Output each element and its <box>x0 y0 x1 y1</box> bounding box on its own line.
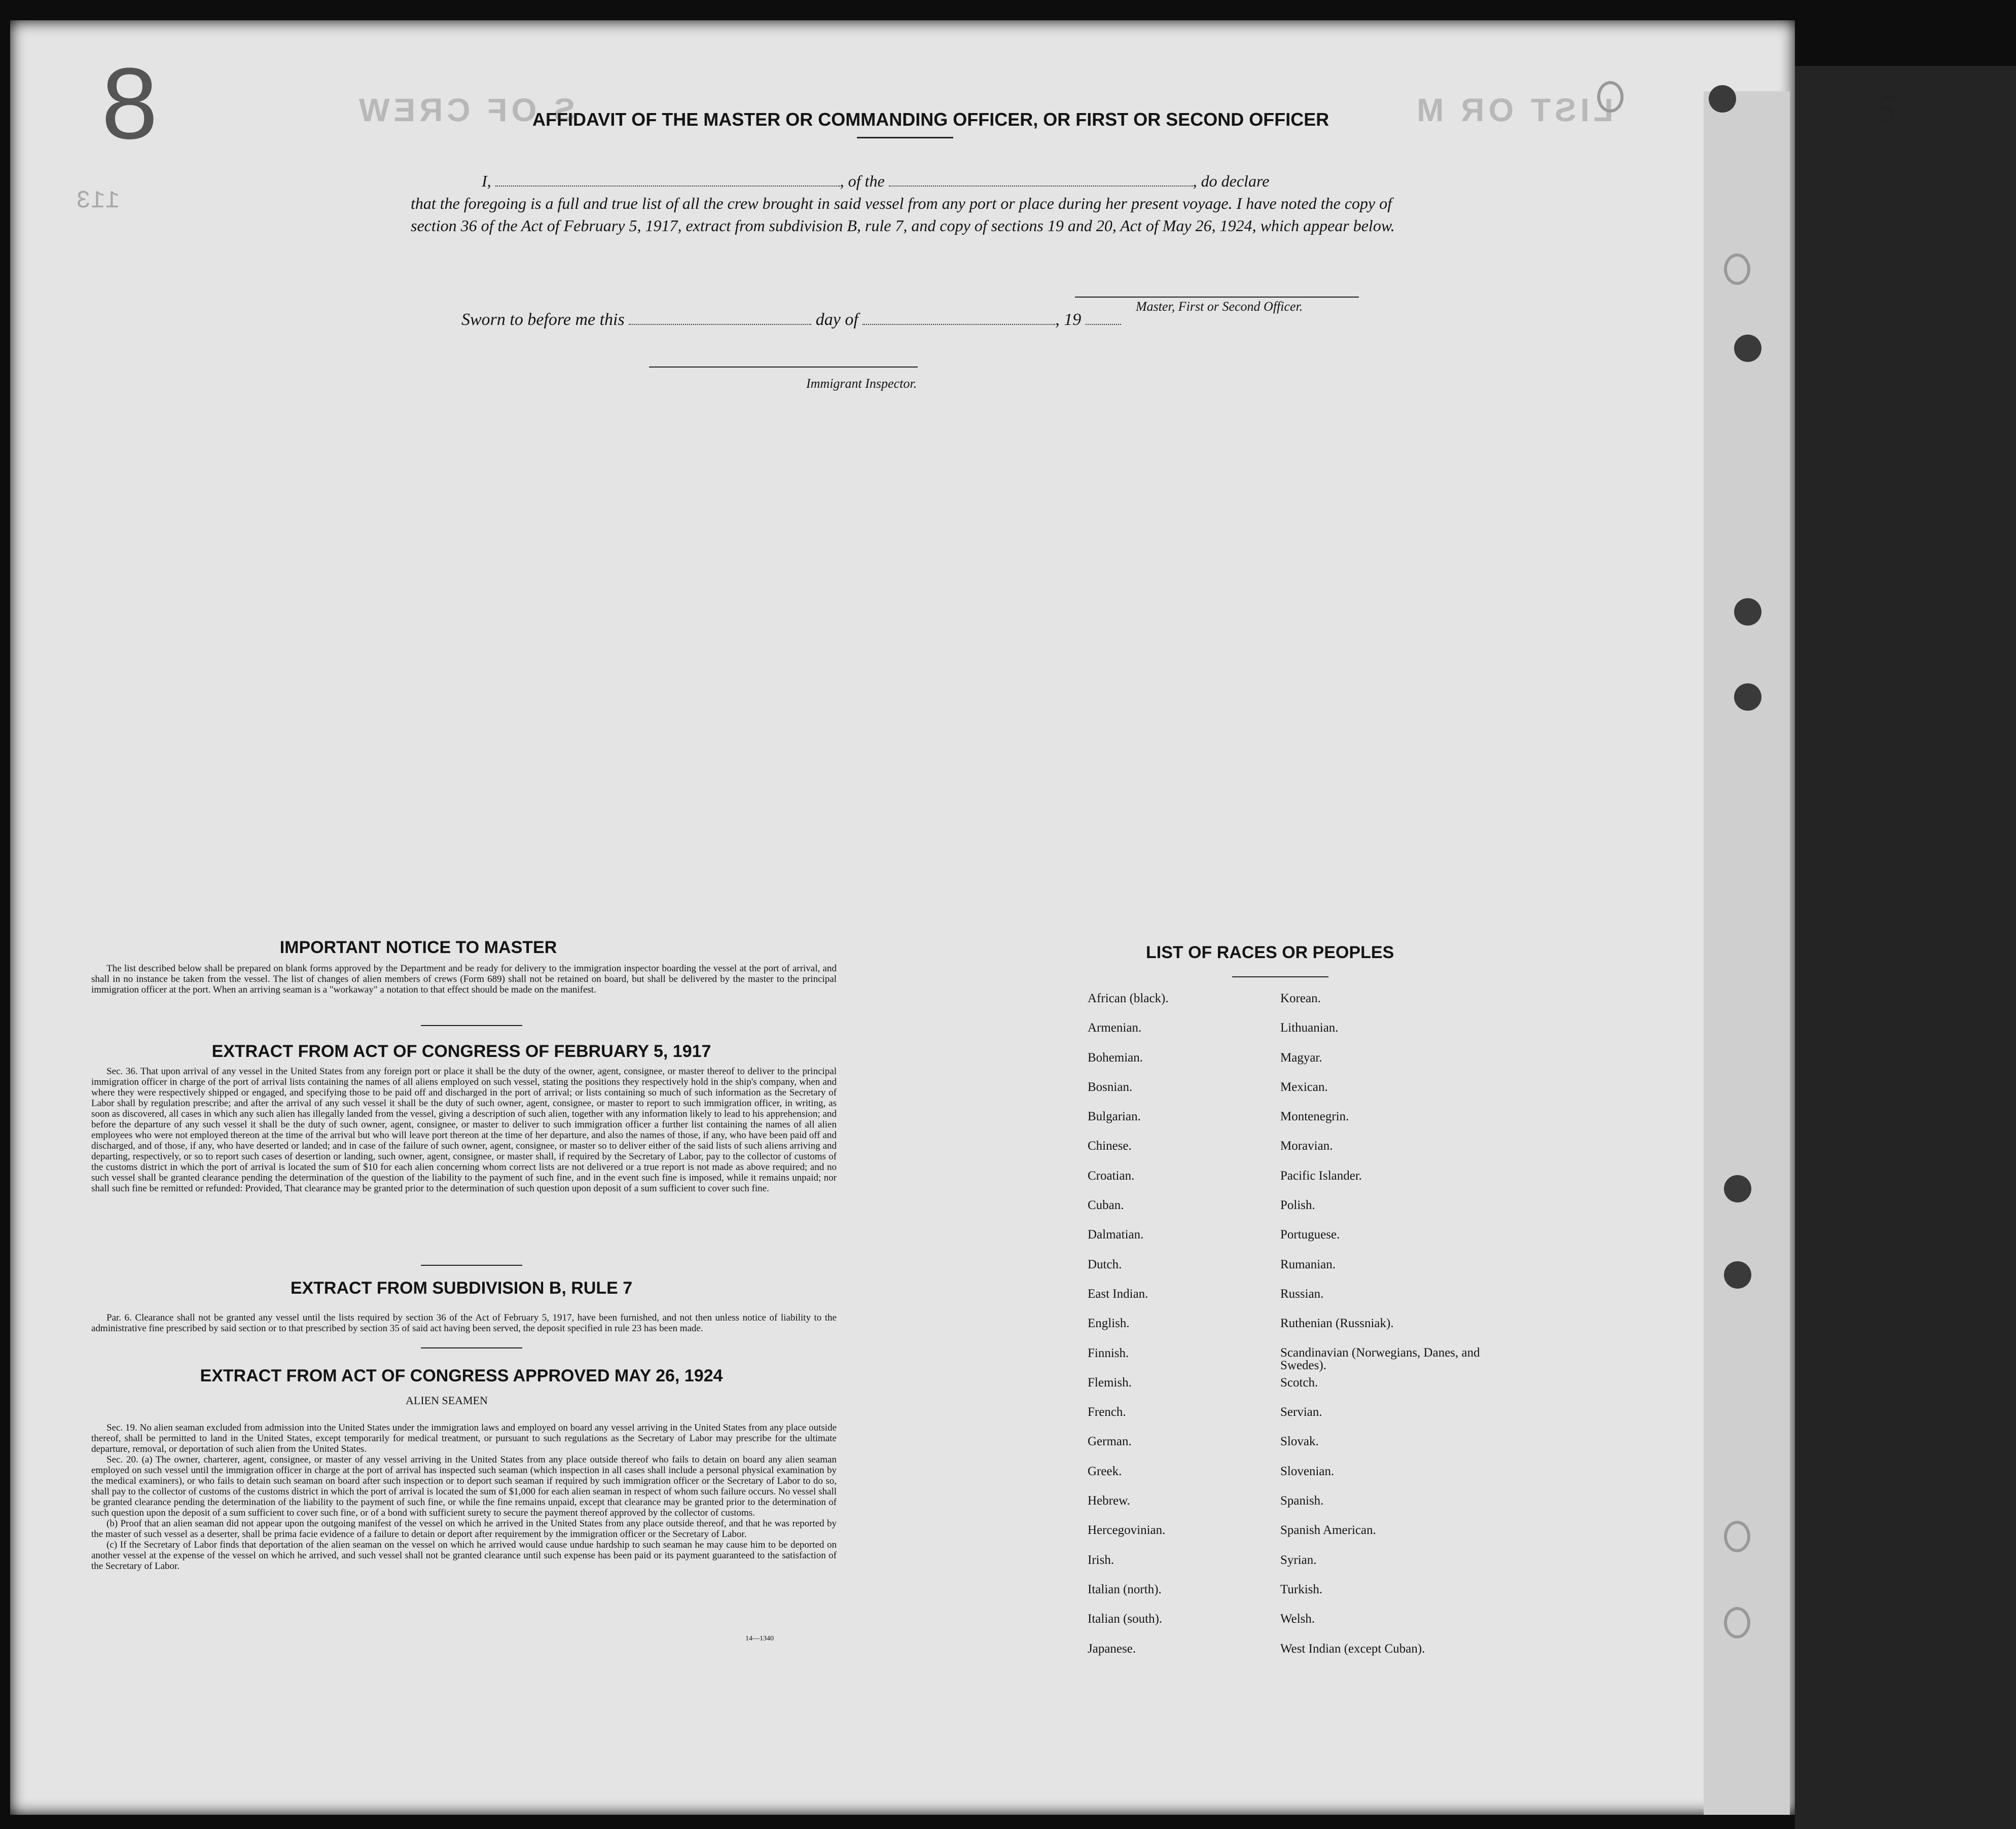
race-item: Cuban. <box>1088 1198 1124 1213</box>
race-item: Rumanian. <box>1280 1257 1336 1271</box>
race-item: Syrian. <box>1280 1553 1317 1567</box>
race-item: Welsh. <box>1280 1612 1315 1626</box>
race-item: English. <box>1088 1316 1130 1331</box>
race-item: Spanish American. <box>1280 1523 1376 1538</box>
punch-hole <box>1734 683 1761 711</box>
punch-hole <box>1724 1261 1751 1289</box>
sworn-prefix: Sworn to before me this <box>461 310 625 329</box>
race-item: Hebrew. <box>1088 1494 1130 1508</box>
race-item: Bulgarian. <box>1088 1110 1141 1124</box>
affidavit-text: that the foregoing is a full and true list of all the crew brought in said vessel from any port or place during her present voyage. I have noted the copy of section 36 of the Act of February 5, 1917, extract from subdivision B, rule 7, and copy of sections 19 and 20, Act of May 26, 1924, which appear below. <box>411 194 1395 235</box>
race-item: Ruthenian (Russniak). <box>1280 1316 1394 1331</box>
race-item: Bosnian. <box>1088 1080 1133 1094</box>
punch-hole <box>1724 1521 1750 1552</box>
vessel-fill-line <box>889 186 1193 187</box>
sworn-date-line <box>629 324 811 325</box>
race-item: Flemish. <box>1088 1375 1132 1389</box>
affidavit-line-1 <box>411 170 1399 192</box>
race-item: West Indian (except Cuban). <box>1280 1641 1425 1656</box>
punch-hole <box>1597 81 1624 113</box>
race-item: African (black). <box>1088 992 1169 1005</box>
race-item: Slovak. <box>1280 1435 1319 1449</box>
race-item: Russian. <box>1280 1287 1324 1301</box>
race-item: Chinese. <box>1088 1139 1132 1153</box>
extract-1917-text <box>91 1066 837 1194</box>
race-item: Moravian. <box>1280 1139 1333 1153</box>
punch-hole <box>1709 85 1736 113</box>
section-divider <box>421 1025 522 1026</box>
race-item: Scandinavian (Norwegians, Danes, and Swedes). <box>1280 1345 1480 1372</box>
extract-rule7-text <box>91 1312 837 1334</box>
race-item: Portuguese. <box>1280 1228 1340 1242</box>
affidavit-declare: , do declare <box>1193 172 1270 190</box>
race-item: East Indian. <box>1088 1287 1148 1301</box>
race-item: Magyar. <box>1280 1050 1322 1065</box>
bleed-through-right: S OF CREW <box>355 92 575 128</box>
master-signature-label: Master, First or Second Officer. <box>1136 299 1303 314</box>
notice-paragraph: The list described below shall be prepared on blank forms approved by the Department and be ready for delivery to the immigration inspector boarding the vessel at the port of arrival, and shall in no instance be taken from the vessel. The list of changes of alien members of crews (Form 689) shall not be retained on board, but shall be delivered by the master to the principal immigration officer at the port. When an arriving seaman is a "workaway" a notation to that effect should be made on the manifest. <box>91 963 837 995</box>
race-item: Italian (north). <box>1088 1582 1162 1596</box>
race-item: Armenian. <box>1088 1021 1142 1035</box>
race-item: Irish. <box>1088 1553 1114 1567</box>
race-item: Greek. <box>1088 1464 1122 1478</box>
section-divider <box>421 1347 522 1348</box>
punch-hole <box>1734 335 1761 362</box>
bleed-through-number: 113 <box>76 188 120 215</box>
race-item: Montenegrin. <box>1280 1110 1349 1124</box>
race-item: Mexican. <box>1280 1080 1328 1094</box>
sworn-year-label: , 19 <box>1055 310 1082 329</box>
extract-rule7-title: EXTRACT FROM SUBDIVISION B, RULE 7 <box>290 1278 633 1298</box>
extract-1924-sec19: Sec. 19. No alien seaman excluded from admission into the United States under the immigration laws and employed on board any vessel arriving in the United States from any place outside thereof, shall be permitted to land in the United States, except temporarily for medical treatment, or pursuant to such regulations as the Secretary of Labor may prescribe for the ultimate departure, removal, or deportation of such alien from the United States. <box>91 1422 837 1454</box>
punch-hole <box>1734 598 1761 626</box>
races-title-rule <box>1232 976 1328 977</box>
race-item: French. <box>1088 1405 1126 1419</box>
large-handwritten-number: 8 <box>101 47 158 160</box>
title-rule <box>857 137 953 138</box>
races-right-column <box>1280 992 1488 1671</box>
affidavit-i: I, <box>482 172 491 190</box>
punch-hole <box>1724 253 1750 285</box>
race-item: German. <box>1088 1435 1132 1449</box>
race-item: Polish. <box>1280 1198 1315 1213</box>
race-item: Japanese. <box>1088 1641 1136 1656</box>
extract-1924-subtitle: ALIEN SEAMEN <box>406 1394 488 1407</box>
scan-background <box>1795 66 2016 1829</box>
race-item: Hercegovinian. <box>1088 1523 1166 1538</box>
sworn-statement <box>461 310 1121 330</box>
extract-1924-sec20b: (b) Proof that an alien seaman did not appear upon the outgoing manifest of the vessel on which he arrived in the United States from any place outside thereof, and that he was reported by the master of such vessel as a deserter, shall be prima facie evidence of a failure to detain or deport after requirement by the immigration officer or the Secretary of Labor. <box>91 1518 837 1540</box>
race-item: Finnish. <box>1088 1346 1129 1360</box>
punch-hole <box>1724 1607 1750 1638</box>
race-item: Servian. <box>1280 1405 1322 1419</box>
extract-1924-sec20a: Sec. 20. (a) The owner, charterer, agent, consignee, or master of any vessel arriving in the United States from any place outside thereof who fails to detain on board any alien seaman employed on such vessel until the immigration officer in charge at the port of arrival has inspected such seaman (which inspection in all cases shall include a personal physical examination by the medical examiners), or who fails to detain such seaman on board after such inspection or to deport such seaman if required by such immigration officer or the Secretary of Labor to do so, shall pay to the collector of customs of the customs district in which the port of arrival is located the sum of $1,000 for each alien seaman in respect of whom such failure occurs. No vessel shall be granted clearance pending the determination of the liability to the payment of such fine, or while the fine remains unpaid, except that clearance may be granted prior to the determination of such question upon the deposit of a sum sufficient to cover such fine, or of a bond with sufficient surety to secure the payment thereof approved by the collector of customs. <box>91 1454 837 1518</box>
inspector-signature-line <box>649 367 918 368</box>
race-item: Turkish. <box>1280 1582 1323 1596</box>
extract-1924-title: EXTRACT FROM ACT OF CONGRESS APPROVED MAY 26, 1924 <box>200 1366 723 1385</box>
notice-title: IMPORTANT NOTICE TO MASTER <box>279 938 557 957</box>
extract-1917-paragraph: Sec. 36. That upon arrival of any vessel in the United States from any foreign port or place it shall be the duty of the owner, agent, consignee, or master thereof to deliver to the principal immigration officer in charge of the port of arrival lists containing the names of all aliens employed on such vessel, stating the positions they respectively hold in the ship's company, when and where they were respectively shipped or engaged, and specifying those to be paid off and discharged in the port of arrival; or lists containing so much of such information as the Secretary of Labor shall by regulation prescribe; and after the arrival of any such vessel it shall be the duty of such owner, agent, consignee, or master to report to such immigration officer, in writing, as soon as discovered, all cases in which any such alien has illegally landed from the vessel, giving a description of such alien, together with any information likely to lead to his apprehension; and before the departure of any such vessel it shall be the duty of such owner, agent, consignee, or master to deliver to such immigration officer a further list containing the names of all alien employees who were not employed thereon at the time of the arrival but who will leave port thereon at the time of her departure, and also the names of those, if any, who have been paid off and discharged, and of those, if any, who have deserted or landed; and in case of the failure of such owner, agent, consignee, or master so to deliver either of the said lists of such aliens arriving and departing, respectively, or so to report such cases of desertion or landing, such owner, agent, consignee, or master shall, if required by the Secretary of Labor, pay to the collector of customs of the customs district in which the port of arrival is located the sum of $10 for each alien concerning whom correct lists are not delivered or a true report is not made as above required; and no such vessel shall be granted clearance pending the determination of the question of the liability to the payment of such fine, and in the event such fine is imposed, while it remains unpaid; nor shall such fine be remitted or refunded: Provided, That clearance may be granted prior to the determination of such question upon deposit of a sum sufficient to cover such fine. <box>91 1066 837 1194</box>
race-item: Slovenian. <box>1280 1464 1335 1478</box>
race-item: Pacific Islander. <box>1280 1168 1362 1183</box>
form-number: 14—1340 <box>745 1635 774 1642</box>
extract-rule7-paragraph: Par. 6. Clearance shall not be granted any vessel until the lists required by section 36 of the Act of February 5, 1917, have been furnished, and not then unless notice of liability to the administrative fine prescribed by said section or to that prescribed by section 35 of said act having been served, the deposit specified in rule 23 has been made. <box>91 1312 837 1334</box>
race-item: Dutch. <box>1088 1257 1122 1271</box>
race-item: Lithuanian. <box>1280 1021 1339 1035</box>
inspector-signature-label: Immigrant Inspector. <box>806 376 917 391</box>
punch-hole <box>1724 1175 1751 1202</box>
race-item: Croatian. <box>1088 1168 1135 1183</box>
notice-text <box>91 963 837 995</box>
races-title: LIST OF RACES OR PEOPLES <box>1146 943 1394 962</box>
race-item: Scotch. <box>1280 1375 1318 1389</box>
race-item: Spanish. <box>1280 1494 1324 1508</box>
extract-1917-title: EXTRACT FROM ACT OF CONGRESS OF FEBRUARY 5, 1917 <box>211 1042 711 1061</box>
race-item: Korean. <box>1280 992 1321 1005</box>
master-signature-line <box>1075 297 1359 298</box>
bleed-through-left: LIST OR M <box>1413 92 1613 128</box>
name-fill-line <box>495 186 840 187</box>
sworn-month-line <box>862 324 1055 325</box>
races-left-column <box>1088 992 1270 1671</box>
affidavit-of-the: , of the <box>840 172 885 190</box>
race-item: Italian (south). <box>1088 1612 1163 1626</box>
corner-handwritten-number: 5 <box>1876 87 1896 131</box>
section-divider <box>421 1265 522 1266</box>
affidavit-block <box>411 170 1399 237</box>
affidavit-title: AFFIDAVIT OF THE MASTER OR COMMANDING OFFICER, OR FIRST OR SECOND OFFICER <box>532 109 1329 130</box>
extract-1924-sec20c: (c) If the Secretary of Labor finds that deportation of the alien seaman on the vessel on which he arrived would cause undue hardship to such seaman he may cause him to be deported on another vessel at the expense of the vessel on which he arrived, and such vessel shall not be granted clearance until such expense has been paid or its payment guaranteed to the satisfaction of the Secretary of Labor. <box>91 1540 837 1571</box>
sworn-year-line <box>1086 324 1121 325</box>
extract-1924-text <box>91 1422 837 1571</box>
race-item: Bohemian. <box>1088 1050 1143 1065</box>
sworn-day-label: day of <box>815 310 858 329</box>
race-item: Dalmatian. <box>1088 1228 1144 1242</box>
